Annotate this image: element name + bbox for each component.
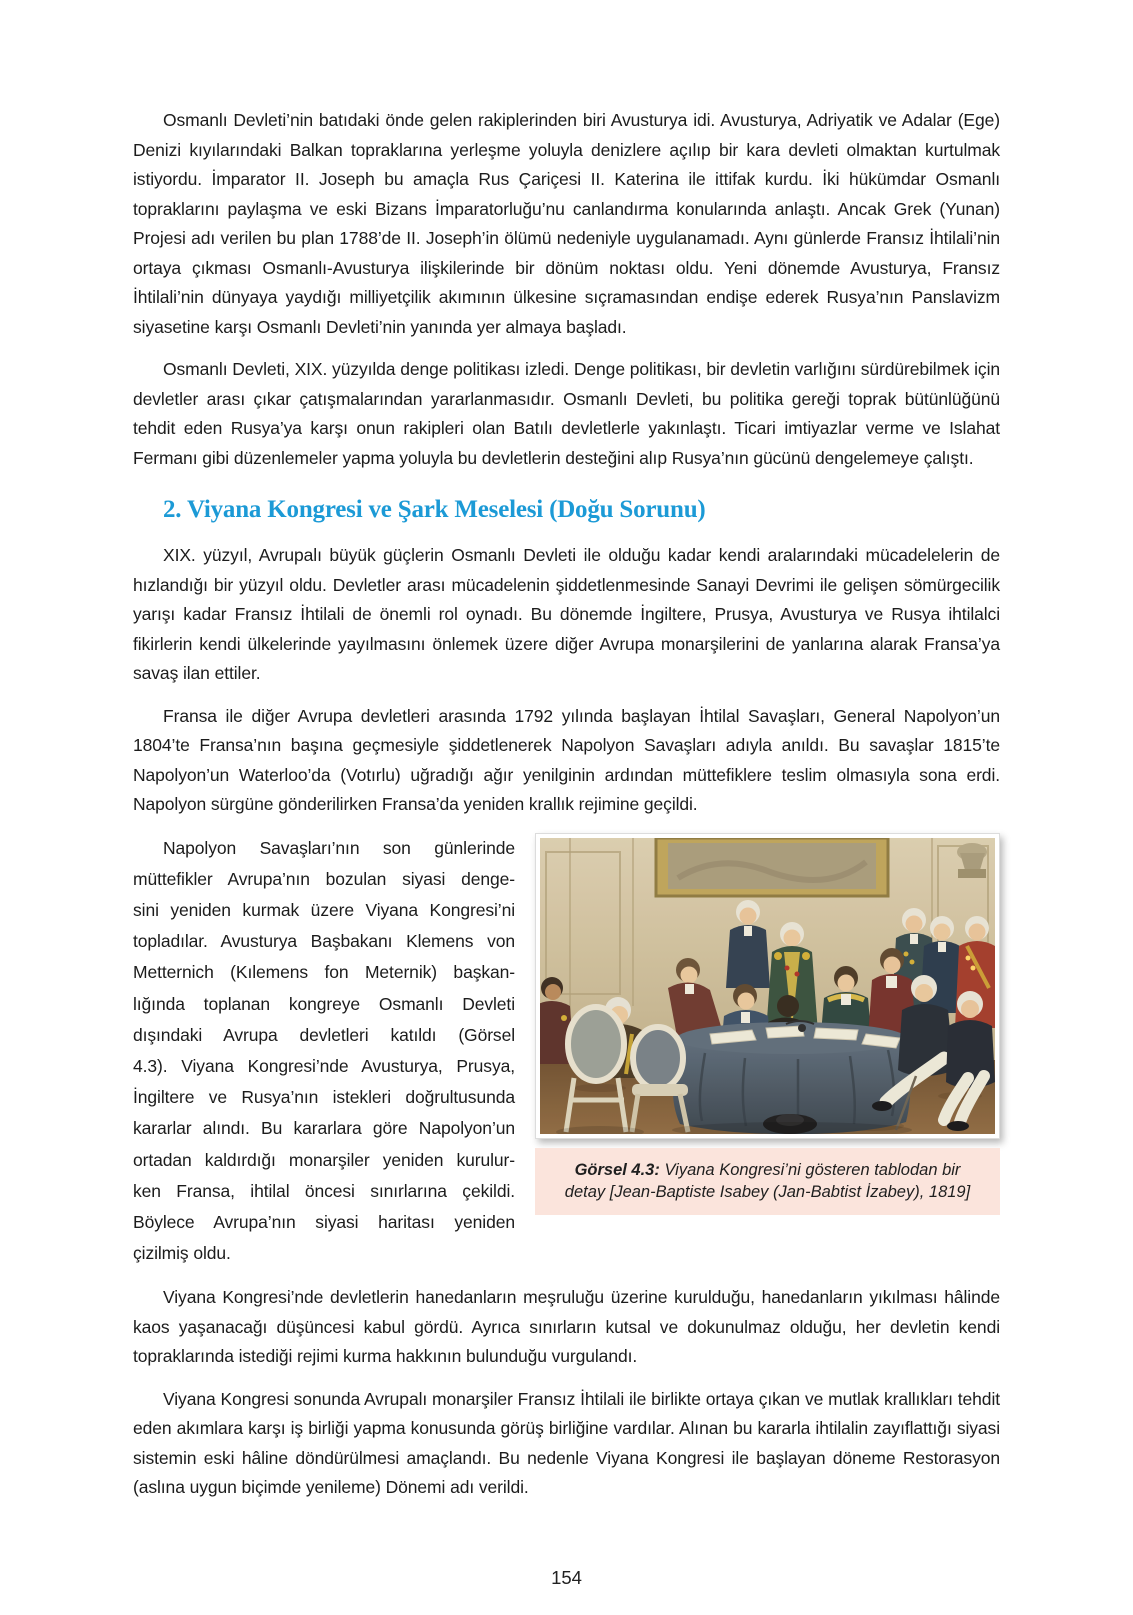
figure-gorsel-4-3 <box>535 833 1000 1270</box>
column-line: çizilmiş oldu. <box>133 1243 231 1264</box>
figure-caption-label: Görsel 4.3: <box>574 1160 660 1179</box>
column-line: topladılar. Avusturya Başbakanı Klemens von <box>133 931 515 952</box>
column-line: İngiltere ve Rusya’nın istekleri doğrultusunda <box>133 1087 515 1108</box>
column-line: 4.3). Viyana Kongresi’nde Avusturya, Prusya, <box>133 1055 515 1076</box>
column-line: sini yeniden kurmak üzere Viyana Kongresi’ni <box>133 899 515 920</box>
paragraph-austria-rivalry: Osmanlı Devleti’nin batıdaki önde gelen rakiplerinden biri Avusturya idi. Avusturya, Adriyatik ve Adalar (Ege) Denizi kıyılarındaki Balkan topraklarına yerleşme yoluyla denizlere açılıp bir kara devleti olmaktan kurtulmak istiyordu. İmparator II. Joseph bu amaçla Rus Çariçesi II. Katerina ile ittifak kurdu. İki hükümdar Osmanlı topraklarını paylaşma ve eski Bizans İmparatorluğu’nu canlandırma konularında anlaştı. Ancak Grek (Yunan) Projesi adı verilen bu plan 1788’de II. Joseph’in ölümü nedeniyle uygulanamadı. Aynı günlerde Fransız İhtilali’nin ortaya çıkması Osmanlı-Avusturya ilişkilerinde bir dönüm noktası oldu. Yeni dönemde Avusturya, Fransız İhtilali’nin dünyaya yaydığı milliyetçilik akımının ülkesine sıçramasından endişe ederek Rusya’nın Panslavizm siyasetine karşı Osmanlı Devleti’nin yanında yer almaya başladı. <box>133 110 1000 337</box>
figure-caption <box>535 1148 1000 1215</box>
painting-illustration <box>540 838 995 1134</box>
column-line: Napolyon Savaşları’nın son günlerinde <box>163 837 515 858</box>
paragraph-revolution-wars: Fransa ile diğer Avrupa devletleri arasında 1792 yılında başlayan İhtilal Savaşları, General Napolyon’un 1804’te Fransa’nın başına geçmesiyle şiddetlenerek Napolyon Savaşları adıyla anıldı. Bu savaşlar 1815’te Napolyon’un Waterloo’da (Votırlu) uğradığı ağır yenilginin ardından müttefiklere teslim olmasıyla sona erdi. Napolyon sürgüne gönderilirken Fransa’da yeniden krallık rejimine geçildi. <box>133 705 1000 814</box>
column-line: ken Fransa, ihtilal öncesi sınırlarına çekildi. <box>133 1180 515 1201</box>
column-line: dışındaki Avrupa devletleri katıldı (Görsel <box>133 1024 515 1045</box>
column-line: Böylece Avrupa’nın siyasi haritası yeniden <box>133 1211 515 1232</box>
column-line: Metternich (Kılemens fon Meternik) başkan- <box>133 962 515 983</box>
column-text <box>133 833 515 1270</box>
section-heading: 2. Viyana Kongresi ve Şark Meselesi (Doğu Sorunu) <box>163 496 706 523</box>
paragraph-19th-century: XIX. yüzyıl, Avrupalı büyük güçlerin Osmanlı Devleti ile olduğu kadar kendi aralarındaki mücadelelerin de hızlandığı bir yüzyıl oldu. Devletler arası mücadelenin şiddetlenmesinde Sanayi Devrimi ile gelişen sömürgecilik yarışı kadar Fransız İhtilali de önemli rol oynadı. Bu dönemde İngiltere, Prusya, Avusturya ve Rusya ihtilalci fikirlerin kendi ülkelerinde yayılmasını önlemek üzere diğer Avrupa monarşilerini de yanlarına alarak Fransa’ya savaş ilan ettiler. <box>133 545 1000 683</box>
column-line: ortadan kaldırdığı monarşiler yeniden kurulur- <box>133 1149 515 1170</box>
paragraph-restoration: Viyana Kongresi sonunda Avrupalı monarşiler Fransız İhtilali ile birlikte ortaya çıkan ve mutlak krallıkları tehdit eden akımlara karşı iş birliği yapma konusunda görüş birliğine vardılar. Alınan bu kararla ihtilalin zayıflattığı siyasi sistemin eski hâline döndürülmesi amaçlandı. Bu nedenle Viyana Kongresi ile başlayan döneme Restorasyon (aslına uygun biçimde yenileme) Dönemi adı verildi. <box>133 1388 1000 1498</box>
column-line: lığında toplanan kongreye Osmanlı Devleti <box>133 993 515 1014</box>
column-line: müttefikler Avrupa’nın bozulan siyasi denge- <box>133 868 515 889</box>
figure-caption-text: Viyana Kongresi’ni gösteren tablodan bir detay [Jean-Baptiste Isabey (Jan-Babtist İzabey), 1819] <box>564 1160 971 1201</box>
congress-of-vienna-painting <box>535 833 1000 1139</box>
column-line: kararlar alındı. Bu kararlara göre Napolyon’un <box>133 1118 515 1139</box>
paragraph-balance-policy: Osmanlı Devleti, XIX. yüzyılda denge politikası izledi. Denge politikası, bir devletin varlığını sürdürebilmek için devletler arası çıkar çatışmalarından yararlanmasıdır. Osmanlı Devleti, bu politika gereği toprak bütünlüğünü tehdit eden Rusya’ya karşı onun rakipleri olan Batılı devletlerle yakınlaştı. Ticari imtiyazlar verme ve Islahat Fermanı gibi düzenlemeler yapma yoluyla bu devletlerin desteğini alıp Rusya’nın gücünü dengelemeye çalıştı. <box>133 359 1000 468</box>
paragraph-legitimacy: Viyana Kongresi’nde devletlerin hanedanların meşruluğu üzerine kurulduğu, hanedanların yıkılması hâlinde kaos yaşanacağı düşüncesi kabul gördü. Ayrıca sınırların kutsal ve dokunulmaz olduğu, her devletin kendi topraklarında istediği rejimi kurma hakkının bulunduğu vurgulandı. <box>133 1287 1000 1367</box>
page-number: 154 <box>551 1567 582 1588</box>
figure-row <box>133 833 1000 1270</box>
